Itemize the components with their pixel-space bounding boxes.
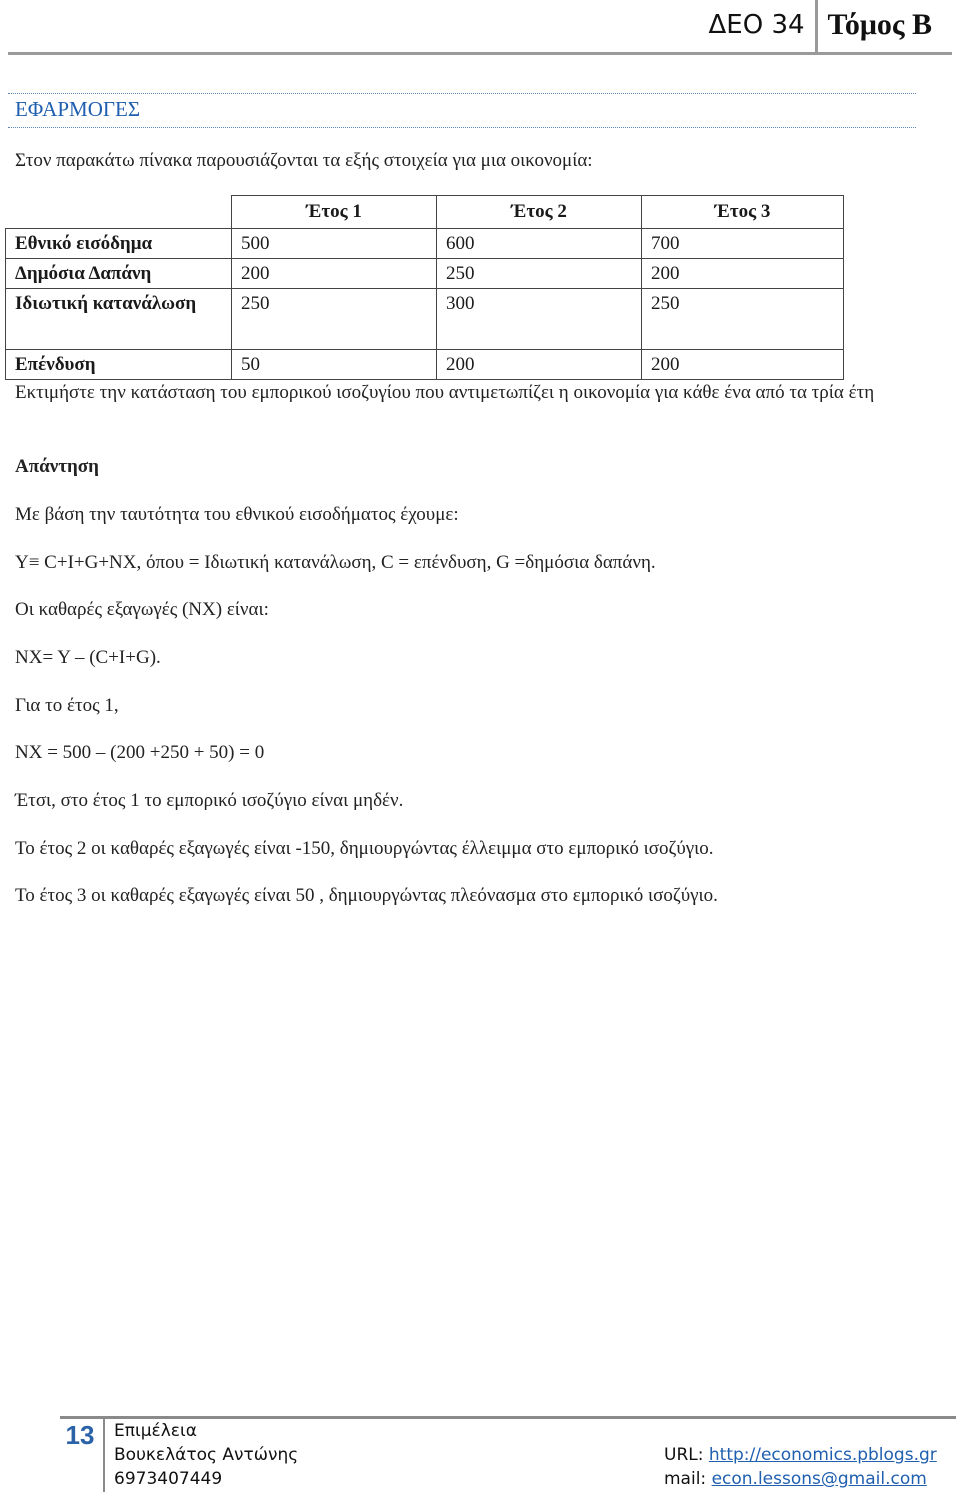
footer-separator <box>103 1416 105 1492</box>
answer-line: Για το έτος 1, <box>15 695 119 716</box>
mail-link[interactable]: econ.lessons@gmail.com <box>711 1469 927 1489</box>
table-cell: 600 <box>437 229 642 259</box>
intro-text: Στον παρακάτω πίνακα παρουσιάζονται τα εξής στοιχεία για μια οικονομία: <box>15 150 593 171</box>
table-cell: 700 <box>642 229 844 259</box>
table-header-empty <box>6 196 232 229</box>
mail-label: mail: <box>664 1469 707 1489</box>
answer-line: Το έτος 2 οι καθαρές εξαγωγές είναι -150, δημιουργώντας έλλειμμα στο εμπορικό ισοζύγιο. <box>15 838 714 859</box>
table-row <box>6 350 844 380</box>
section-rule-bottom <box>8 127 916 128</box>
row-label: Εθνικό εισόδημα <box>6 229 232 259</box>
table-cell: 250 <box>437 259 642 289</box>
table-cell: 200 <box>642 350 844 380</box>
volume-title: Τόμος Β <box>827 8 932 41</box>
page-number: 13 <box>65 1420 95 1450</box>
footer-mail <box>664 1469 927 1489</box>
table-cell: 200 <box>437 350 642 380</box>
answer-line: Οι καθαρές εξαγωγές (NX) είναι: <box>15 599 269 620</box>
answer-line: Με βάση την ταυτότητα του εθνικού εισοδήματος έχουμε: <box>15 504 459 525</box>
table-cell: 250 <box>642 289 844 350</box>
table-row <box>6 229 844 259</box>
answer-line: Y≡ C+I+G+NX, όπου = Ιδιωτική κατανάλωση, C = επένδυση, G =δημόσια δαπάνη. <box>15 552 656 573</box>
task-text: Εκτιμήστε την κατάσταση του εμπορικού ισοζυγίου που αντιμετωπίζει η οικονομία για κάθε ένα από τα τρία έτη <box>15 382 875 403</box>
header-rule <box>8 52 952 55</box>
editor-phone: 6973407449 <box>114 1469 223 1489</box>
table-cell: 250 <box>232 289 437 350</box>
row-label: Δημόσια Δαπάνη <box>6 259 232 289</box>
editor-name: Βουκελάτος Αντώνης <box>114 1445 299 1465</box>
table-header-year3: Έτος 3 <box>642 196 844 229</box>
section-title: ΕΦΑΡΜΟΓΕΣ <box>15 97 141 121</box>
table-row <box>6 289 844 350</box>
url-link[interactable]: http://economics.pblogs.gr <box>708 1445 937 1465</box>
table-header-year2: Έτος 2 <box>437 196 642 229</box>
editor-label: Επιμέλεια <box>114 1421 197 1441</box>
row-label: Επένδυση <box>6 350 232 380</box>
table-row <box>6 259 844 289</box>
economy-table <box>5 195 844 380</box>
answer-heading: Απάντηση <box>15 456 99 477</box>
answer-line: Έτσι, στο έτος 1 το εμπορικό ισοζύγιο είναι μηδέν. <box>15 790 404 811</box>
answer-line: NX= Y – (C+I+G). <box>15 647 161 668</box>
table-header-row <box>6 196 844 229</box>
section-rule-top <box>8 93 916 94</box>
footer-url <box>664 1445 937 1465</box>
table-cell: 50 <box>232 350 437 380</box>
table-cell: 300 <box>437 289 642 350</box>
answer-line: Το έτος 3 οι καθαρές εξαγωγές είναι 50 , δημιουργώντας πλεόνασμα στο εμπορικό ισοζύγιο. <box>15 885 718 906</box>
table-cell: 500 <box>232 229 437 259</box>
answer-line: NX = 500 – (200 +250 + 50) = 0 <box>15 742 265 763</box>
url-label: URL: <box>664 1445 704 1465</box>
footer-rule <box>60 1416 956 1419</box>
course-code: ΔΕΟ 34 <box>708 10 805 40</box>
table-cell: 200 <box>642 259 844 289</box>
page-header <box>709 0 933 52</box>
table-header-year1: Έτος 1 <box>232 196 437 229</box>
row-label: Ιδιωτική κατανάλωση <box>6 289 232 350</box>
table-cell: 200 <box>232 259 437 289</box>
